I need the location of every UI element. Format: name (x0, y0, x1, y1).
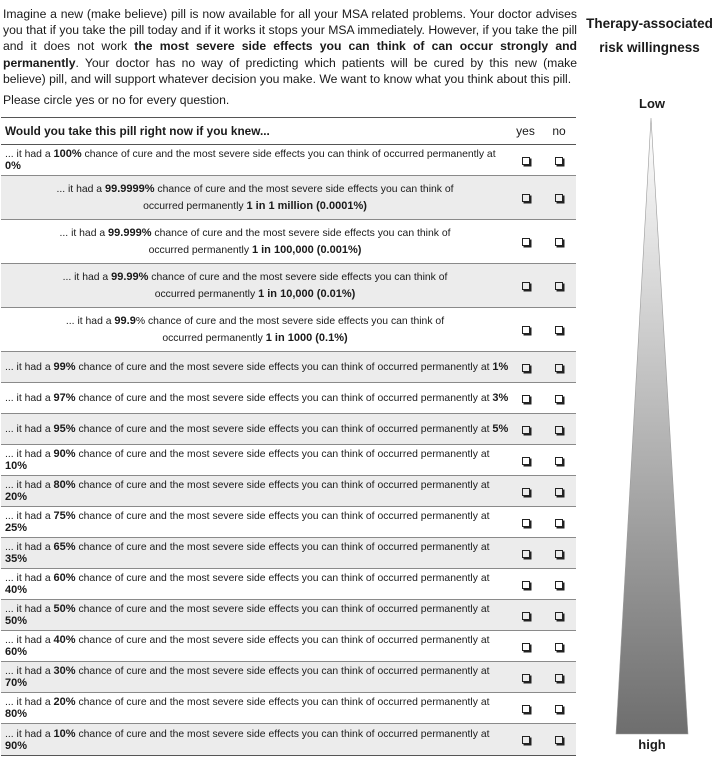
table-row (1, 600, 576, 631)
yes-cell (509, 701, 542, 715)
question-pre: ... it had a (56, 183, 105, 195)
table-row (1, 176, 576, 220)
no-cell (542, 279, 576, 293)
no-cell (542, 515, 576, 529)
risk-scale-title-line2: risk willingness (599, 40, 700, 55)
yes-checkbox[interactable] (522, 238, 530, 246)
question-mid: chance of cure and the most severe side effects you can think of occurred permanently at (75, 697, 490, 708)
cure-percent: 95% (53, 423, 76, 435)
question-text (1, 541, 509, 565)
question-text (1, 448, 509, 472)
header-question: Would you take this pill right now if you knew... (5, 124, 270, 138)
question-pre: ... it had a (65, 315, 115, 327)
question-text (1, 269, 509, 303)
question-pre: ... it had a (5, 666, 54, 677)
question-mid: chance of cure and the most severe side effects you can think of occurred permanently at (81, 149, 496, 160)
no-cell (542, 360, 576, 374)
risk-value: 1 in 100,000 (0.001%) (251, 243, 362, 256)
yes-checkbox[interactable] (522, 643, 530, 651)
question-mid: chance of cure and the most severe side effects you can think of occurred permanently at (75, 728, 490, 740)
yes-checkbox[interactable] (522, 194, 530, 202)
risk-value: 35% (5, 553, 28, 565)
no-checkbox[interactable] (555, 488, 563, 496)
question-text (1, 313, 509, 347)
header-no: no (552, 124, 566, 138)
question-mid: chance of cure and the most severe side effects you can think of occurred permanently at (75, 449, 490, 460)
yes-cell (509, 670, 542, 684)
scale-low-label: Low (639, 96, 665, 111)
table-row (1, 569, 576, 600)
yes-cell (509, 422, 542, 436)
question-text (1, 148, 509, 172)
no-checkbox[interactable] (555, 457, 563, 465)
question-text (1, 572, 509, 596)
no-checkbox[interactable] (555, 736, 563, 744)
yes-cell (509, 608, 542, 622)
yes-checkbox[interactable] (522, 612, 530, 620)
question-text (1, 634, 509, 658)
yes-cell (509, 515, 542, 529)
risk-value: 3% (492, 392, 509, 404)
no-cell (542, 484, 576, 498)
table-row (1, 631, 576, 662)
question-pre: ... it had a (5, 728, 54, 740)
question-pre: ... it had a (5, 424, 54, 435)
table-row (1, 693, 576, 724)
intro-text-1: Imagine a new (make believe) pill is now available for all your MSA related problems. Your doctor advises you that if you take the pill today and if it works it stops your MSA immediately. However, if you take the pill and it does not work (3, 7, 577, 54)
yes-cell (509, 235, 542, 249)
question-mid: chance of cure and the most severe side effects you can think of occurred permanently at (75, 480, 490, 491)
table-header (1, 118, 576, 145)
question-mid: chance of cure and the most severe side effects you can think of occurred permanently at (75, 424, 493, 435)
question-pre: ... it had a (5, 449, 54, 460)
cure-percent: 99% (53, 361, 76, 373)
cure-percent: 30% (53, 665, 76, 677)
no-cell (542, 701, 576, 715)
question-text (1, 510, 509, 534)
table-row (1, 414, 576, 445)
cure-percent: 90% (53, 448, 76, 460)
yes-cell (509, 323, 542, 337)
no-checkbox[interactable] (555, 194, 563, 202)
yes-cell (509, 279, 542, 293)
no-checkbox[interactable] (555, 581, 563, 589)
risk-value: 25% (5, 522, 28, 534)
cure-percent: 60% (53, 572, 76, 584)
cure-tail: % chance of cure and the most severe side effects you can think of (135, 315, 445, 327)
no-checkbox[interactable] (555, 395, 563, 403)
yes-checkbox[interactable] (522, 426, 530, 434)
no-cell (542, 577, 576, 591)
yes-checkbox[interactable] (522, 395, 530, 403)
question-text (1, 665, 509, 689)
question-line2: occurred permanently (162, 332, 266, 344)
no-checkbox[interactable] (555, 519, 563, 527)
cure-percent: 99.99% (111, 270, 149, 283)
table-row (1, 145, 576, 176)
cure-percent: 50% (53, 603, 76, 615)
question-mid: chance of cure and the most severe side effects you can think of occurred permanently at (75, 511, 490, 522)
question-mid: chance of cure and the most severe side effects you can think of occurred permanently at (75, 362, 493, 373)
no-checkbox[interactable] (555, 326, 563, 334)
question-pre: ... it had a (5, 480, 54, 491)
cure-percent: 99.999% (108, 226, 152, 239)
intro-bold: the most severe side effects you can think of can occur strongly and permanently (3, 39, 577, 70)
yes-cell (509, 733, 542, 747)
yes-cell (509, 577, 542, 591)
table-row (1, 507, 576, 538)
header-yes: yes (516, 124, 535, 138)
no-cell (542, 546, 576, 560)
question-pre: ... it had a (5, 573, 54, 584)
no-cell (542, 453, 576, 467)
yes-cell (509, 453, 542, 467)
question-pre: ... it had a (5, 362, 54, 373)
no-cell (542, 670, 576, 684)
yes-checkbox[interactable] (522, 705, 530, 713)
yes-checkbox[interactable] (522, 457, 530, 465)
question-mid: chance of cure and the most severe side effects you can think of (148, 271, 448, 283)
risk-value: 1% (492, 361, 509, 373)
table-row (1, 264, 576, 308)
risk-value: 0% (5, 160, 21, 172)
yes-checkbox[interactable] (522, 157, 530, 165)
yes-cell (509, 360, 542, 374)
no-cell (542, 153, 576, 167)
question-mid: chance of cure and the most severe side effects you can think of occurred permanently at (75, 573, 490, 584)
yes-cell (509, 391, 542, 405)
yes-checkbox[interactable] (522, 326, 530, 334)
table-rows (1, 145, 576, 755)
table-row (1, 445, 576, 476)
no-checkbox[interactable] (555, 643, 563, 651)
cure-percent: 99.9 (114, 314, 136, 327)
cure-percent: 99.9999% (104, 182, 155, 195)
risk-value: 1 in 1 million (0.0001%) (246, 199, 367, 212)
no-cell (542, 639, 576, 653)
cure-percent: 40% (53, 634, 76, 646)
no-cell (542, 323, 576, 337)
question-pre: ... it had a (5, 511, 54, 522)
question-text (1, 225, 509, 259)
table-row (1, 476, 576, 507)
yes-checkbox[interactable] (522, 581, 530, 589)
question-mid: chance of cure and the most severe side effects you can think of occurred permanently at (75, 604, 490, 615)
question-mid: chance of cure and the most severe side effects you can think of occurred permanently at (75, 666, 490, 677)
question-pre: ... it had a (5, 393, 54, 404)
risk-value: 40% (5, 584, 28, 596)
table-row (1, 662, 576, 693)
question-mid: chance of cure and the most severe side effects you can think of occurred permanently at (75, 635, 490, 646)
yes-checkbox[interactable] (522, 364, 530, 372)
table-row (1, 352, 576, 383)
yes-checkbox[interactable] (522, 674, 530, 682)
cure-percent: 65% (53, 541, 76, 553)
question-mid: chance of cure and the most severe side effects you can think of occurred permanently at (75, 542, 490, 553)
intro-text-2: . Your doctor has no way of predicting which patients will be cured by this new (make believe) pill, and will support whatever decision you make. We want to know what you think about this pill. (3, 55, 577, 86)
risk-value: 70% (5, 677, 28, 689)
yes-cell (509, 639, 542, 653)
yes-cell (509, 484, 542, 498)
risk-value: 90% (5, 739, 28, 752)
cure-percent: 10% (53, 727, 76, 740)
no-checkbox[interactable] (555, 282, 563, 290)
cure-percent: 20% (53, 696, 76, 708)
question-table (1, 117, 576, 756)
question-line2: occurred permanently (143, 200, 247, 212)
instruction: Please circle yes or no for every question. (3, 93, 230, 107)
no-cell (542, 391, 576, 405)
no-cell (542, 608, 576, 622)
risk-value: 1 in 10,000 (0.01%) (258, 287, 356, 300)
yes-checkbox[interactable] (522, 282, 530, 290)
no-checkbox[interactable] (555, 674, 563, 682)
risk-gradient-triangle (612, 118, 692, 736)
no-checkbox[interactable] (555, 426, 563, 434)
risk-value: 1 in 1000 (0.1%) (265, 331, 348, 344)
no-checkbox[interactable] (555, 238, 563, 246)
scale-high-label: high (638, 737, 666, 752)
yes-checkbox[interactable] (522, 519, 530, 527)
risk-value: 20% (5, 491, 28, 503)
question-mid: chance of cure and the most severe side effects you can think of (154, 183, 454, 195)
question-pre: ... it had a (5, 697, 54, 708)
no-cell (542, 235, 576, 249)
question-text (1, 423, 509, 435)
table-row (1, 308, 576, 352)
risk-value: 50% (5, 615, 28, 627)
yes-checkbox[interactable] (522, 488, 530, 496)
risk-value: 10% (5, 460, 28, 472)
question-mid: chance of cure and the most severe side effects you can think of occurred permanently at (75, 393, 493, 404)
intro-paragraph (3, 6, 577, 87)
cure-percent: 80% (53, 479, 76, 491)
no-checkbox[interactable] (555, 550, 563, 558)
risk-scale-title-line1: Therapy-associated (586, 16, 713, 31)
no-cell (542, 191, 576, 205)
question-text (1, 392, 509, 404)
no-checkbox[interactable] (555, 157, 563, 165)
cure-percent: 75% (53, 510, 76, 522)
yes-checkbox[interactable] (522, 736, 530, 744)
question-text (1, 361, 509, 373)
question-pre: ... it had a (5, 635, 54, 646)
question-line2: occurred permanently (148, 244, 252, 256)
table-row (1, 724, 576, 755)
question-text (1, 181, 509, 215)
yes-checkbox[interactable] (522, 550, 530, 558)
question-text (1, 603, 509, 627)
question-pre: ... it had a (62, 271, 112, 283)
no-checkbox[interactable] (555, 705, 563, 713)
table-row (1, 220, 576, 264)
no-cell (542, 422, 576, 436)
no-cell (542, 733, 576, 747)
question-pre: ... it had a (5, 149, 54, 160)
question-text (1, 479, 509, 503)
cure-percent: 97% (53, 392, 76, 404)
cure-percent: 100% (53, 148, 82, 160)
risk-value: 60% (5, 646, 28, 658)
no-checkbox[interactable] (555, 612, 563, 620)
yes-cell (509, 191, 542, 205)
question-line2: occurred permanently (154, 288, 259, 300)
no-checkbox[interactable] (555, 364, 563, 372)
question-pre: ... it had a (5, 604, 54, 615)
question-text (1, 728, 509, 752)
question-pre: ... it had a (59, 227, 109, 239)
question-text (1, 696, 509, 720)
yes-cell (509, 546, 542, 560)
table-row (1, 538, 576, 569)
risk-value: 5% (492, 423, 509, 435)
question-mid: chance of cure and the most severe side effects you can think of (151, 227, 451, 239)
risk-scale-title (582, 12, 717, 60)
yes-cell (509, 153, 542, 167)
question-pre: ... it had a (5, 542, 54, 553)
risk-value: 80% (5, 708, 28, 720)
table-row (1, 383, 576, 414)
